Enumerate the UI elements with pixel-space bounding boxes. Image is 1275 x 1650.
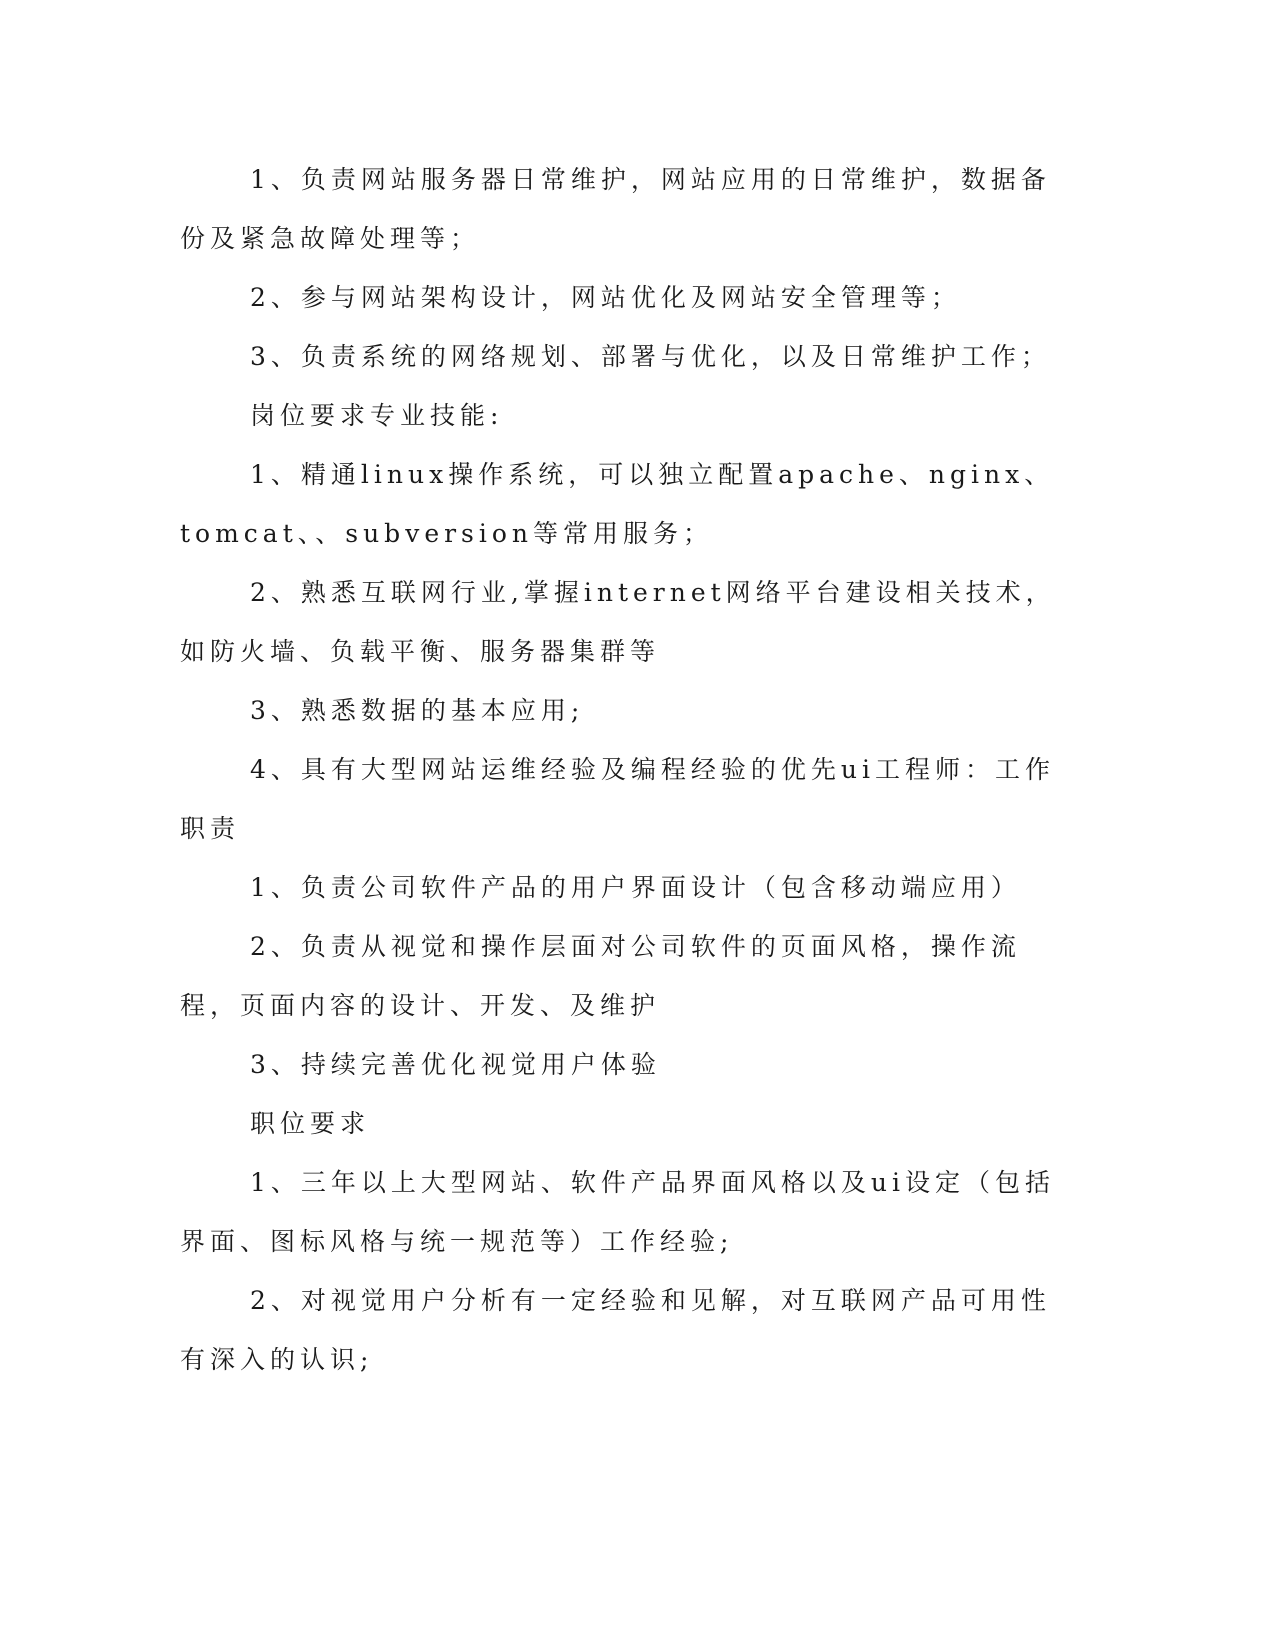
section-heading: 岗位要求专业技能:	[250, 401, 504, 430]
paragraph: 1、负责公司软件产品的用户界面设计（包含移动端应用）	[250, 873, 1021, 902]
paragraph: 3、熟悉数据的基本应用;	[250, 696, 585, 725]
paragraph: 1、三年以上大型网站、软件产品界面风格以及ui设定（包括界面、图标风格与统一规范等）工作经验;	[180, 1168, 1056, 1256]
paragraph: 1、负责网站服务器日常维护，网站应用的日常维护，数据备份及紧急故障处理等；	[180, 165, 1051, 253]
document-body	[180, 150, 1060, 1389]
paragraph: 2、负责从视觉和操作层面对公司软件的页面风格，操作流程，页面内容的设计、开发、及维护	[180, 932, 1021, 1020]
section-heading: 职位要求	[250, 1109, 371, 1138]
paragraph: 4、具有大型网站运维经验及编程经验的优先ui工程师：工作职责	[180, 755, 1056, 843]
paragraph: 2、参与网站架构设计，网站优化及网站安全管理等；	[250, 283, 961, 312]
paragraph: 2、熟悉互联网行业,掌握internet网络平台建设相关技术，如防火墙、负载平衡、服务器集群等	[180, 578, 1056, 666]
paragraph: 2、对视觉用户分析有一定经验和见解，对互联网产品可用性有深入的认识;	[180, 1286, 1051, 1374]
paragraph: 1、精通linux操作系统，可以独立配置apache、nginx、tomcat、、subversion等常用服务；	[180, 460, 1055, 548]
paragraph: 3、持续完善优化视觉用户体验	[250, 1050, 661, 1079]
paragraph: 3、负责系统的网络规划、部署与优化，以及日常维护工作；	[250, 342, 1051, 371]
